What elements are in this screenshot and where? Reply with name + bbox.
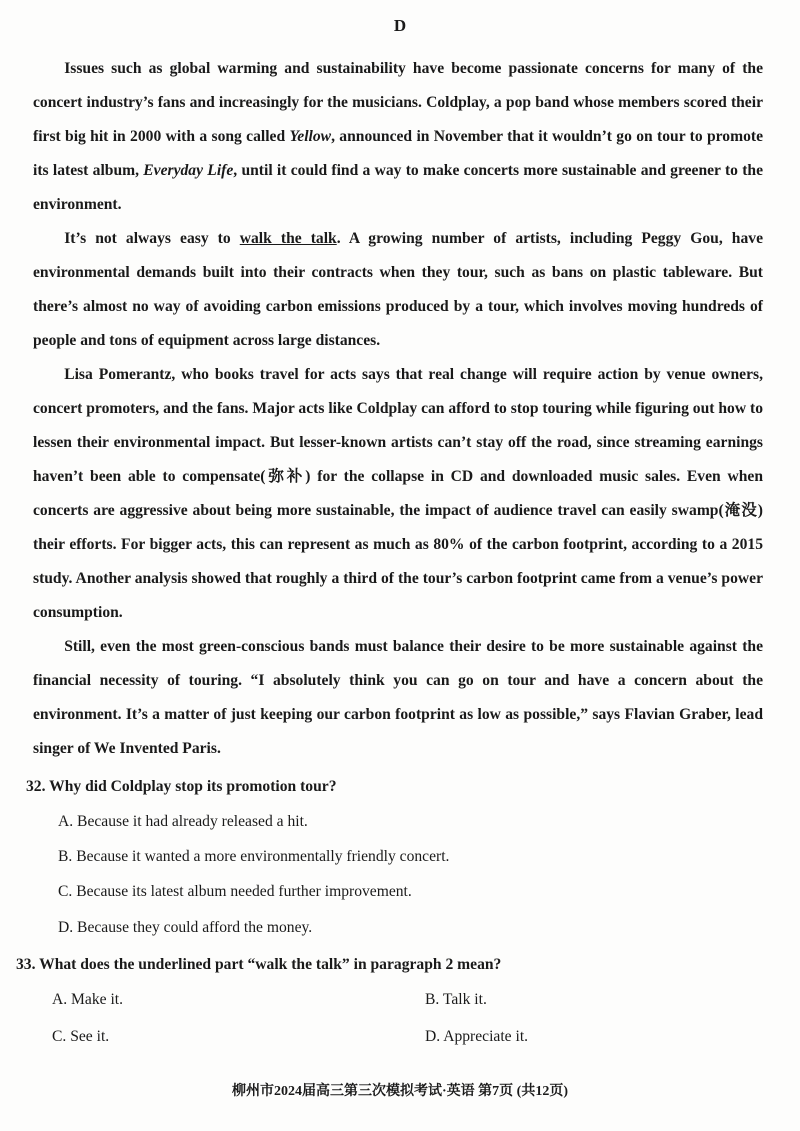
question-33-option-b: B. Talk it. [425, 991, 487, 1008]
section-heading: D [393, 16, 407, 35]
paragraph-1-text-c: , until it could find a way to make concerts more sustainable and greener to the environment. [33, 162, 763, 213]
paragraph-4: Still, even the most green-conscious bands must balance their desire to be more sustainable against the financial necessity of touring. “I absolutely think you can go on tour and have a concern about the environment. It’s a matter of just keeping our carbon footprint as low as possible,” says Flavian Graber, lead singer of We Invented Paris. [33, 638, 763, 757]
paragraph-1-text-a: Issues such as global warming and sustainability have become passionate concerns for many of the concert industry’s fans and increasingly for the musicians. Coldplay, a pop band whose members scored their first big hit in 2000 with a song called [33, 60, 763, 145]
question-32-option-c: C. Because its latest album needed further improvement. [58, 883, 412, 900]
paragraph-2 [33, 222, 763, 358]
paragraph-2-text-b: . A growing number of artists, including Peggy Gou, have environmental demands built into their contracts when they tour, such as bans on plastic tableware. But there’s almost no way of avoiding carbon emissions produced by a tour, which involves moving hundreds of people and tons of equipment across large distances. [33, 230, 763, 349]
question-33-option-c: C. See it. [52, 1028, 110, 1045]
question-33-stem: 33. What does the underlined part “walk the talk” in paragraph 2 mean? [16, 956, 502, 973]
question-32 [26, 770, 337, 804]
question-33 [16, 948, 501, 982]
underlined-phrase: walk the talk [239, 230, 337, 247]
reading-passage [33, 52, 763, 766]
song-title: Yellow [289, 128, 332, 145]
question-33-option-d: D. Appreciate it. [425, 1028, 529, 1045]
paragraph-1-text-b: , announced in November that it wouldn’t go on tour to promote its latest album, [33, 128, 763, 179]
paragraph-1 [33, 52, 763, 222]
question-32-option-d: D. Because they could afford the money. [58, 919, 313, 936]
page-footer: 柳州市2024届高三第三次模拟考试·英语 第7页 (共12页) [232, 1084, 568, 1099]
question-32-option-a: A. Because it had already released a hit. [58, 813, 308, 830]
paragraph-3: Lisa Pomerantz, who books travel for acts says that real change will require action by venue owners, concert promoters, and the fans. Major acts like Coldplay can afford to stop touring while figuring out how to lessen their environmental impact. But lesser-known artists can’t stay off the road, since streaming earnings haven’t been able to compensate(弥补) for the collapse in CD and downloaded music sales. Even when concerts are aggressive about being more sustainable, the impact of audience travel can easily swamp(淹没) their efforts. For bigger acts, this can represent as much as 80% of the carbon footprint, according to a 2015 study. Another analysis showed that roughly a third of the tour’s carbon footprint came from a venue’s power consumption. [33, 366, 763, 621]
question-33-option-a: A. Make it. [52, 991, 124, 1008]
question-32-option-b: B. Because it wanted a more environmentally friendly concert. [58, 848, 450, 865]
question-32-stem: 32. Why did Coldplay stop its promotion tour? [26, 778, 337, 795]
album-title: Everyday Life [143, 162, 234, 179]
paragraph-2-text-a: It’s not always easy to [64, 230, 240, 247]
